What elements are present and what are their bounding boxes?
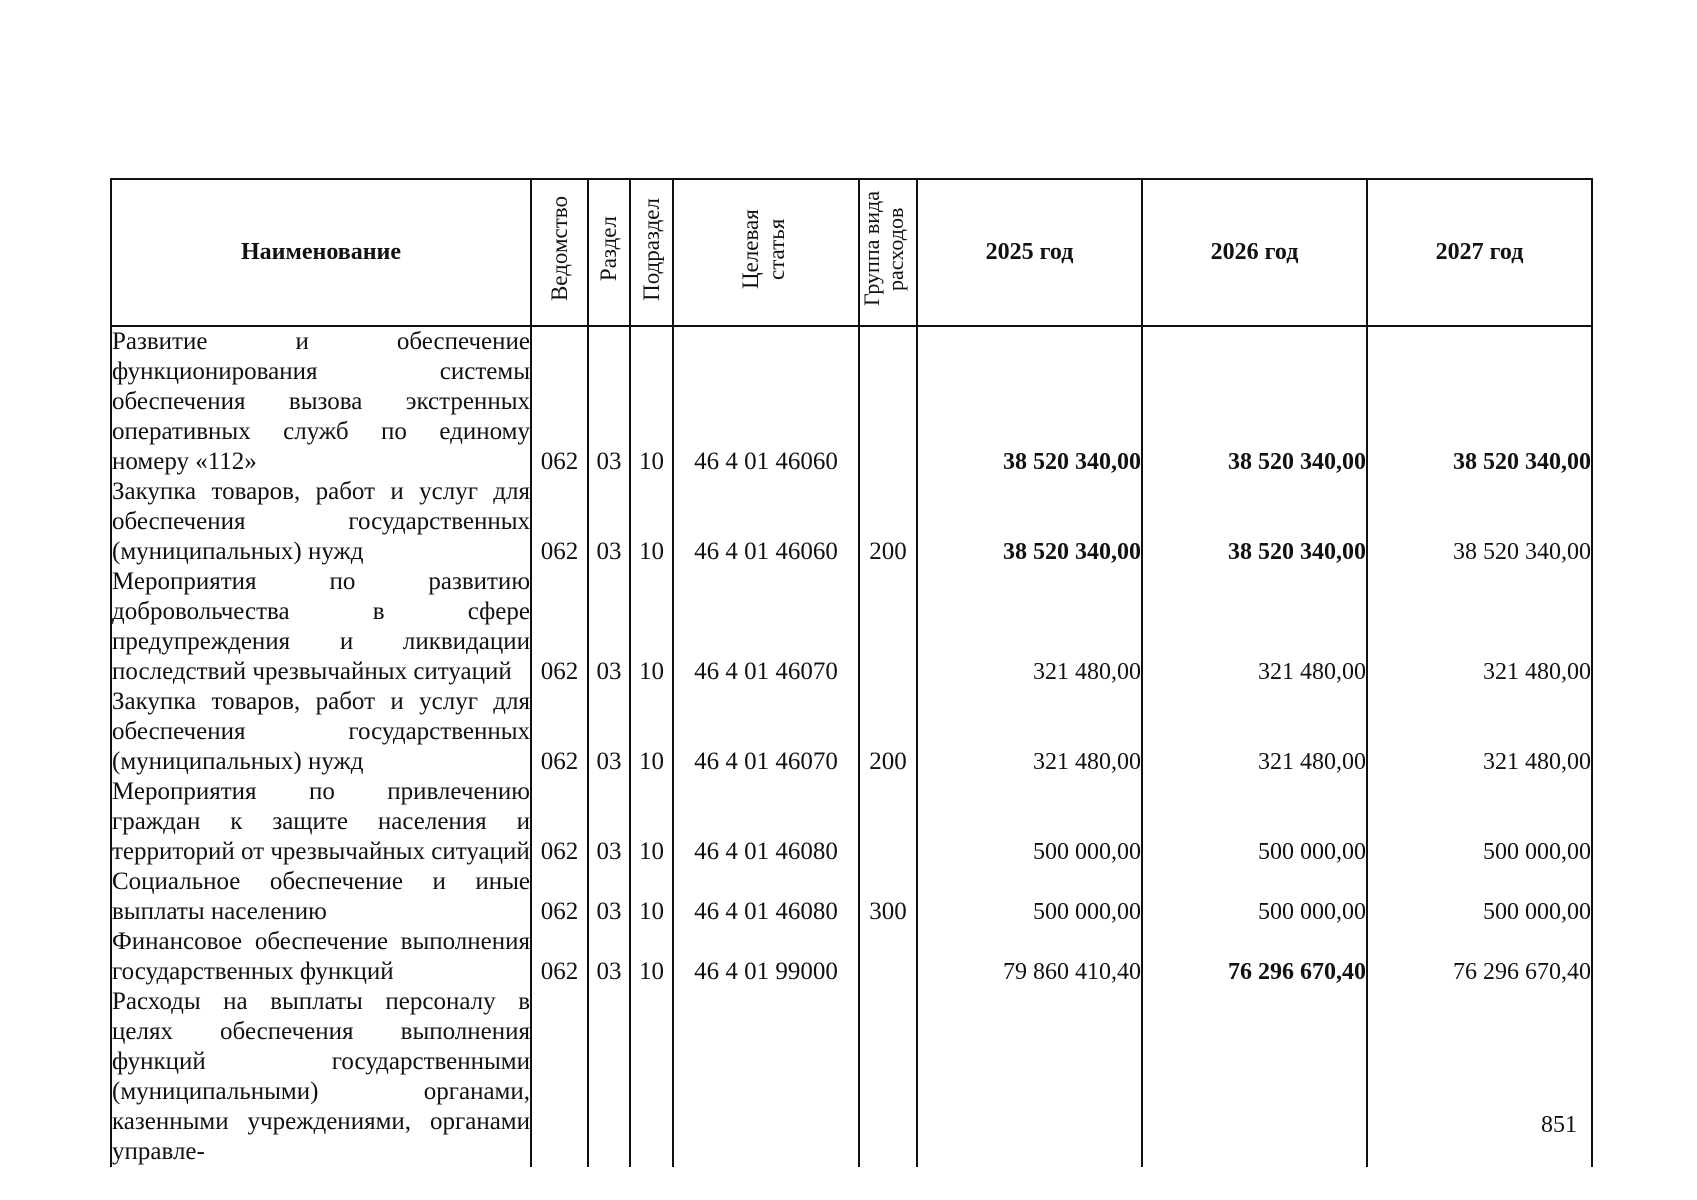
cell-2026: 500 000,00 <box>1142 867 1367 927</box>
cell-name: Мероприятия по привлечению граждан к защите населения и территорий от чрезвычайных ситуаций <box>112 778 530 865</box>
cell-2026: 76 296 670,40 <box>1142 927 1367 987</box>
cell-2026: 38 520 340,00 <box>1142 477 1367 567</box>
table-row <box>111 687 1592 777</box>
table-header <box>111 179 1592 326</box>
cell-name: Закупка товаров, работ и услуг для обеспечения государственных (муниципальных) нужд <box>112 478 530 565</box>
table-body <box>111 326 1592 1167</box>
cell-2025: 38 520 340,00 <box>917 326 1142 477</box>
cell-name: Финансовое обеспечение выполнения государственных функций <box>112 928 530 985</box>
cell-2027: 38 520 340,00 <box>1367 326 1592 477</box>
cell-podrazdel: 10 <box>630 867 673 927</box>
table-row <box>111 326 1592 477</box>
cell-podrazdel: 10 <box>630 777 673 867</box>
cell-name: Социальное обеспечение и иные выплаты населению <box>112 868 530 925</box>
cell-2026 <box>1142 987 1367 1167</box>
cell-target: 46 4 01 46080 <box>673 777 859 867</box>
cell-razdel: 03 <box>588 687 630 777</box>
cell-2027 <box>1367 987 1592 1167</box>
cell-2027: 321 480,00 <box>1367 567 1592 687</box>
cell-2026: 321 480,00 <box>1142 567 1367 687</box>
cell-group: 300 <box>859 867 917 927</box>
cell-razdel: 03 <box>588 927 630 987</box>
cell-ved: 062 <box>531 477 588 567</box>
cell-podrazdel: 10 <box>630 567 673 687</box>
cell-ved: 062 <box>531 867 588 927</box>
cell-target <box>673 987 859 1167</box>
cell-target: 46 4 01 46070 <box>673 687 859 777</box>
table-row <box>111 477 1592 567</box>
cell-podrazdel <box>630 987 673 1167</box>
cell-2027: 500 000,00 <box>1367 867 1592 927</box>
table-row <box>111 777 1592 867</box>
cell-razdel: 03 <box>588 777 630 867</box>
cell-group <box>859 927 917 987</box>
cell-target: 46 4 01 46060 <box>673 326 859 477</box>
cell-name: Развитие и обеспечение функционирования системы обеспечения вызова экстренных оперативных служб по единому номеру «112» <box>112 328 530 475</box>
cell-group: 200 <box>859 477 917 567</box>
cell-group <box>859 987 917 1167</box>
cell-razdel: 03 <box>588 477 630 567</box>
cell-podrazdel: 10 <box>630 477 673 567</box>
cell-group <box>859 567 917 687</box>
cell-razdel: 03 <box>588 326 630 477</box>
cell-2027: 321 480,00 <box>1367 687 1592 777</box>
header-2025: 2025 год <box>917 179 1142 326</box>
cell-razdel: 03 <box>588 567 630 687</box>
cell-ved: 062 <box>531 326 588 477</box>
cell-2027: 500 000,00 <box>1367 777 1592 867</box>
cell-2026: 500 000,00 <box>1142 777 1367 867</box>
cell-2026: 38 520 340,00 <box>1142 326 1367 477</box>
cell-2025: 500 000,00 <box>917 777 1142 867</box>
header-name: Наименование <box>111 179 531 326</box>
budget-table <box>110 178 1593 1167</box>
cell-razdel: 03 <box>588 867 630 927</box>
cell-ved: 062 <box>531 927 588 987</box>
cell-group <box>859 777 917 867</box>
cell-target: 46 4 01 46080 <box>673 867 859 927</box>
header-vedomstvo: Ведомство <box>531 179 588 326</box>
header-podrazdel: Подраздел <box>630 179 673 326</box>
cell-target: 46 4 01 46070 <box>673 567 859 687</box>
cell-2025: 321 480,00 <box>917 687 1142 777</box>
table-row-continued <box>111 987 1592 1167</box>
cell-name: Закупка товаров, работ и услуг для обеспечения государственных (муниципальных) нужд <box>112 688 530 775</box>
cell-group: 200 <box>859 687 917 777</box>
table-row <box>111 867 1592 927</box>
cell-2025 <box>917 987 1142 1167</box>
header-group: Группа вида расходов <box>859 179 917 326</box>
cell-target: 46 4 01 99000 <box>673 927 859 987</box>
header-razdel: Раздел <box>588 179 630 326</box>
cell-2025: 500 000,00 <box>917 867 1142 927</box>
cell-ved <box>531 987 588 1167</box>
table-row <box>111 927 1592 987</box>
cell-podrazdel: 10 <box>630 927 673 987</box>
cell-2027: 76 296 670,40 <box>1367 927 1592 987</box>
header-2026: 2026 год <box>1142 179 1367 326</box>
cell-2025: 321 480,00 <box>917 567 1142 687</box>
cell-2026: 321 480,00 <box>1142 687 1367 777</box>
cell-ved: 062 <box>531 687 588 777</box>
cell-target: 46 4 01 46060 <box>673 477 859 567</box>
header-target: Целевая статья <box>673 179 859 326</box>
cell-ved: 062 <box>531 567 588 687</box>
cell-name: Расходы на выплаты персоналу в целях обеспечения выполнения функций государственными (муниципальными) органами, казенными учреждениями, органами управле- <box>112 988 530 1165</box>
cell-group <box>859 326 917 477</box>
cell-podrazdel: 10 <box>630 326 673 477</box>
cell-2025: 38 520 340,00 <box>917 477 1142 567</box>
header-2027: 2027 год <box>1367 179 1592 326</box>
cell-podrazdel: 10 <box>630 687 673 777</box>
cell-razdel <box>588 987 630 1167</box>
cell-2025: 79 860 410,40 <box>917 927 1142 987</box>
cell-name: Мероприятия по развитию добровольчества в сфере предупреждения и ликвидации последствий чрезвычайных ситуаций <box>112 568 530 685</box>
table-row <box>111 567 1592 687</box>
page-number: 851 <box>1541 1112 1577 1138</box>
cell-2027: 38 520 340,00 <box>1367 477 1592 567</box>
cell-ved: 062 <box>531 777 588 867</box>
